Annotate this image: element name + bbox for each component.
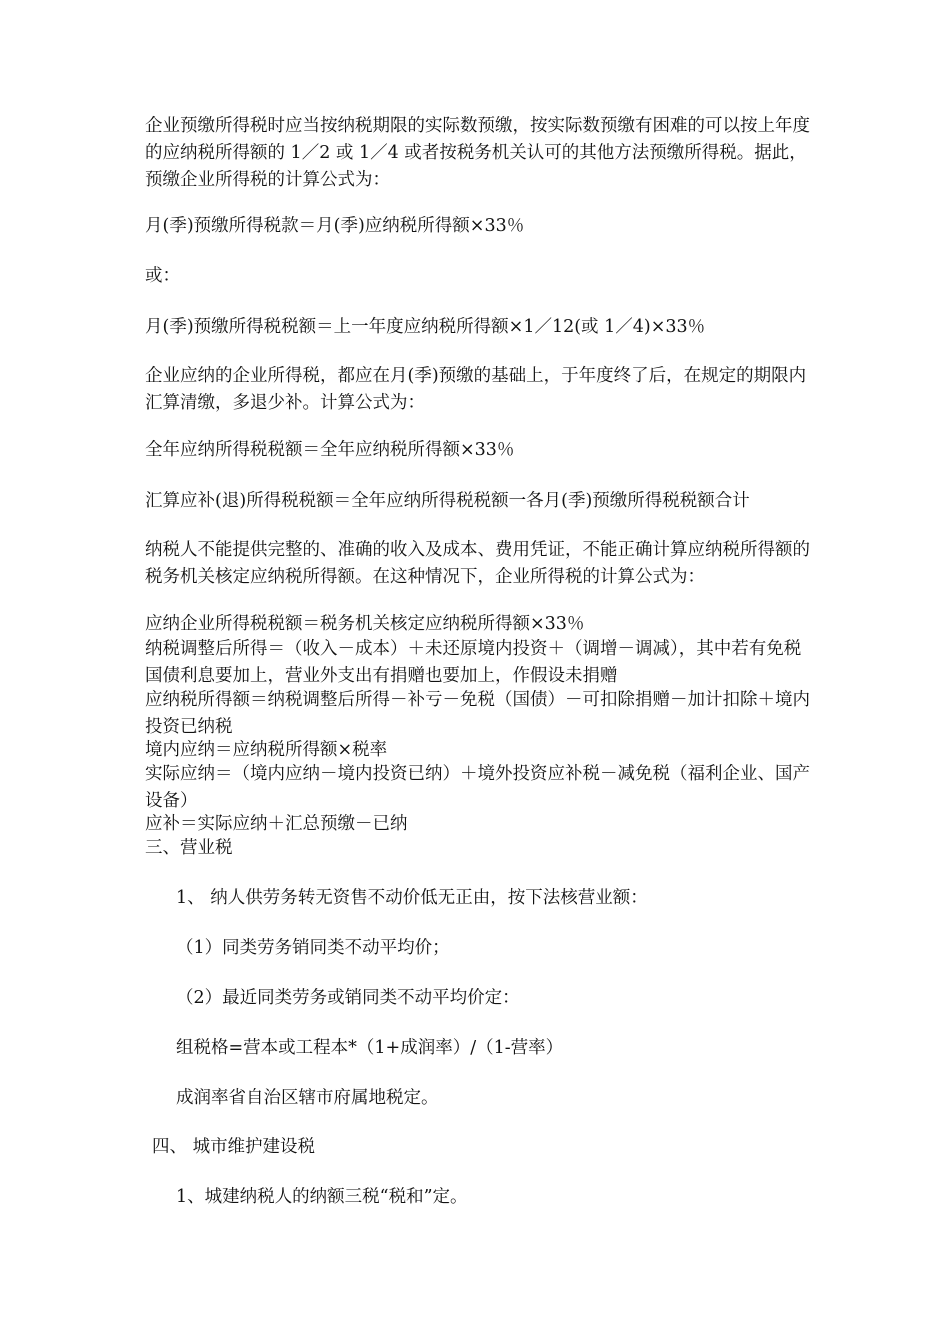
paragraph-or: 或：: [145, 266, 180, 286]
section-heading-business-tax: 三、营业税: [145, 838, 233, 858]
formula-adjusted-income: 纳税调整后所得＝（收入－成本）＋未还原境内投资＋（调增－调减），其中若有免税国债利息要加上，营业外支出有捐赠也要加上，作假设未捐赠: [145, 639, 802, 686]
formula-monthly-prepayment-alt: 月(季)预缴所得税税额＝上一年度应纳税所得额×1／12(或 1／4)×33％: [145, 317, 706, 337]
paragraph-prepayment-intro: 企业预缴所得税时应当按纳税期限的实际数预缴，按实际数预缴有困难的可以按上年度的应纳税所得额的 1／2 或 1／4 或者按税务机关认可的其他方法预缴所得税。据此，预缴企业所得税的计算公式为：: [145, 116, 810, 190]
paragraph-assessed-income: 纳税人不能提供完整的、准确的收入及成本、费用凭证，不能正确计算应纳税所得额的税务机关核定应纳税所得额。在这种情况下，企业所得税的计算公式为：: [145, 540, 810, 587]
formula-actual-payable: 实际应纳＝（境内应纳－境内投资已纳）＋境外投资应补税－减免税（福利企业、国产设备）: [145, 764, 810, 811]
paragraph-annual-settlement: 企业应纳的企业所得税，都应在月(季)预缴的基础上，于年度终了后，在规定的期限内汇算清缴，多退少补。计算公式为：: [145, 366, 807, 413]
business-tax-item-1-sub-2: （2）最近同类劳务或销同类不动平均价定：: [176, 988, 520, 1008]
paragraph-profit-rate: 成润率省自治区辖市府属地税定。: [176, 1088, 439, 1108]
business-tax-item-1-sub-1: （1）同类劳务销同类不动平均价；: [176, 938, 450, 958]
formula-composite-price: 组税格=营本或工程本*（1+成润率）/（1-营率）: [176, 1038, 564, 1058]
business-tax-item-1: 1、 纳人供劳务转无资售不动价低无正由，按下法核营业额：: [176, 888, 648, 908]
formula-taxable-income: 应纳税所得额＝纳税调整后所得－补亏－免税（国债）－可扣除捐赠－加计扣除＋境内投资已纳税: [145, 690, 810, 737]
section-heading-urban-construction-tax: 四、 城市维护建设税: [152, 1137, 316, 1157]
formula-supplementary-payment: 应补＝实际应纳＋汇总预缴－已纳: [145, 814, 408, 834]
formula-assessed-tax: 应纳企业所得税税额＝税务机关核定应纳税所得额×33％: [145, 614, 585, 634]
urban-construction-tax-item-1: 1、城建纳税人的纳额三税“税和”定。: [176, 1187, 468, 1207]
formula-domestic-payable: 境内应纳＝应纳税所得额×税率: [145, 740, 388, 760]
formula-monthly-prepayment: 月(季)预缴所得税款＝月(季)应纳税所得额×33％: [145, 216, 525, 236]
formula-settlement-adjustment: 汇算应补(退)所得税税额＝全年应纳所得税税额一各月(季)预缴所得税税额合计: [145, 491, 750, 511]
formula-annual-tax: 全年应纳所得税税额＝全年应纳税所得额×33％: [145, 440, 515, 460]
